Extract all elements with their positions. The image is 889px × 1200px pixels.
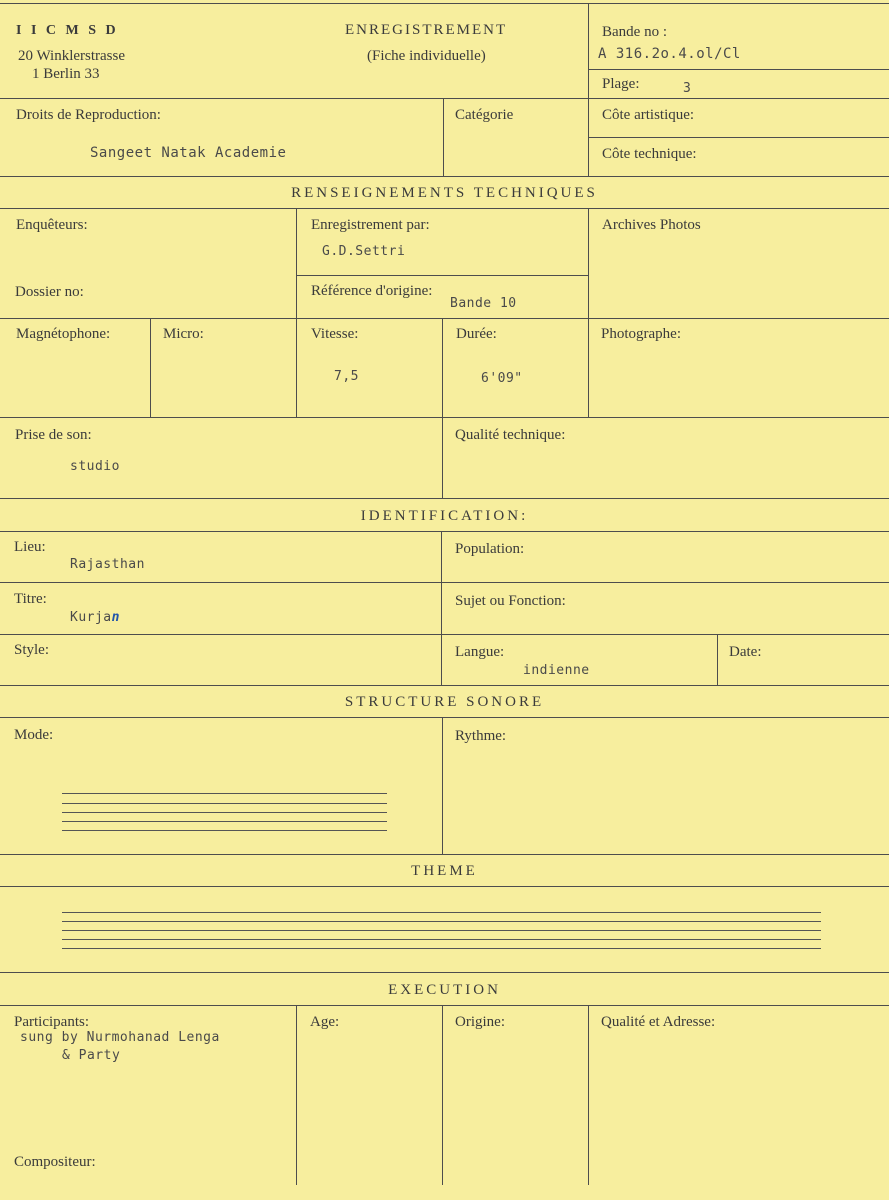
participants-line-1: sung by Nurmohanad Lenga [20, 1030, 220, 1045]
titre-typed: Kurja [70, 610, 112, 625]
origine-label: Origine: [455, 1014, 505, 1030]
org-name: I I C M S D [16, 23, 119, 38]
card-title: ENREGISTREMENT [345, 22, 508, 38]
lieu-label: Lieu: [14, 539, 46, 555]
vrule-qualite [588, 1005, 589, 1185]
categorie-label: Catégorie [455, 107, 514, 123]
vrule-ident [441, 531, 442, 685]
participants-line-2: & Party [62, 1048, 121, 1063]
rule-tech-title [0, 208, 889, 209]
theme-writing-line [62, 912, 821, 913]
titre-value [70, 610, 120, 625]
enqueteurs-label: Enquêteurs: [16, 217, 88, 233]
mode-writing-line [62, 793, 387, 794]
sujet-fonction-label: Sujet ou Fonction: [455, 593, 566, 609]
section-identification: IDENTIFICATION: [360, 508, 529, 524]
qualite-adresse-label: Qualité et Adresse: [601, 1014, 716, 1030]
rule-vitesse-bottom [0, 417, 889, 418]
rule-titre-bottom [0, 634, 889, 635]
theme-writing-line [62, 948, 821, 949]
rule-rights-bottom [0, 176, 889, 177]
mode-writing-line [62, 821, 387, 822]
theme-writing-line [62, 939, 821, 940]
vrule-date [717, 634, 718, 685]
population-label: Population: [455, 541, 525, 557]
style-label: Style: [14, 642, 50, 658]
cote-artistique-label: Côte artistique: [602, 107, 695, 123]
duree-label: Durée: [456, 326, 497, 342]
theme-writing-line [62, 930, 821, 931]
rule-top [0, 3, 889, 4]
mode-writing-line [62, 803, 387, 804]
reference-origine-label: Référence d'origine: [311, 283, 433, 299]
prise-de-son-label: Prise de son: [15, 427, 92, 443]
micro-label: Micro: [163, 326, 204, 342]
plage-value: 3 [683, 81, 692, 96]
section-execution: EXECUTION [388, 982, 501, 998]
theme-writing-line [62, 921, 821, 922]
rule-enregistrement [296, 275, 588, 276]
enregistrement-par-value: G.D.Settri [322, 244, 406, 259]
mode-writing-line [62, 812, 387, 813]
rule-style-bottom [0, 685, 889, 686]
dossier-label: Dossier no: [15, 284, 84, 300]
titre-handwritten-correction: n [111, 610, 120, 625]
cote-technique-label: Côte technique: [602, 146, 697, 162]
qualite-technique-label: Qualité technique: [455, 427, 566, 443]
vrule-tech-right [588, 208, 589, 417]
age-label: Age: [310, 1014, 340, 1030]
vrule-header-right [588, 3, 589, 176]
enregistrement-par-label: Enregistrement par: [311, 217, 430, 233]
vrule-duree [442, 318, 443, 417]
prise-de-son-value: studio [70, 459, 120, 474]
vrule-structure [442, 717, 443, 854]
rythme-label: Rythme: [455, 728, 507, 744]
address-city: 1 Berlin 33 [32, 66, 100, 82]
section-renseignements-techniques: RENSEIGNEMENTS TECHNIQUES [291, 185, 598, 201]
participants-label: Participants: [14, 1014, 89, 1030]
vrule-prise [442, 417, 443, 498]
vrule-age [296, 1005, 297, 1185]
langue-label: Langue: [455, 644, 505, 660]
magnetophone-label: Magnétophone: [16, 326, 111, 342]
lieu-value: Rajasthan [70, 557, 145, 572]
photographe-label: Photographe: [601, 326, 681, 342]
compositeur-label: Compositeur: [14, 1154, 96, 1170]
card-subtitle: (Fiche individuelle) [367, 48, 486, 64]
rule-theme-bottom [0, 972, 889, 973]
titre-label: Titre: [14, 591, 47, 607]
archives-photos-label: Archives Photos [602, 217, 701, 233]
section-theme: THEME [411, 863, 478, 879]
rule-structure-bottom [0, 854, 889, 855]
droits-label: Droits de Reproduction: [16, 107, 161, 123]
mode-writing-line [62, 830, 387, 831]
rule-structure-title [0, 717, 889, 718]
section-structure-sonore: STRUCTURE SONORE [344, 694, 545, 710]
vrule-micro [150, 318, 151, 417]
vrule-tech-left [296, 208, 297, 417]
droits-value: Sangeet Natak Academie [90, 145, 287, 161]
vrule-origine [442, 1005, 443, 1185]
address-street: 20 Winklerstrasse [18, 48, 126, 64]
vrule-categorie [443, 98, 444, 176]
rule-lieu-bottom [0, 582, 889, 583]
mode-label: Mode: [14, 727, 54, 743]
date-label: Date: [729, 644, 762, 660]
rule-dossier-bottom [0, 318, 889, 319]
rule-ident-title [0, 531, 889, 532]
bande-value: A 316.2o.4.ol/Cl [598, 46, 741, 62]
rule-cote [588, 137, 889, 138]
bande-label: Bande no : [602, 24, 667, 40]
rule-execution-title [0, 1005, 889, 1006]
reference-origine-value: Bande 10 [450, 296, 517, 311]
rule-plage [588, 69, 889, 70]
rule-theme-title [0, 886, 889, 887]
duree-value: 6'09" [481, 371, 523, 386]
vitesse-value: 7,5 [334, 369, 359, 384]
rule-prise-bottom [0, 498, 889, 499]
plage-label: Plage: [602, 76, 640, 92]
rule-header-bottom [0, 98, 889, 99]
langue-value: indienne [523, 663, 590, 678]
vitesse-label: Vitesse: [311, 326, 359, 342]
